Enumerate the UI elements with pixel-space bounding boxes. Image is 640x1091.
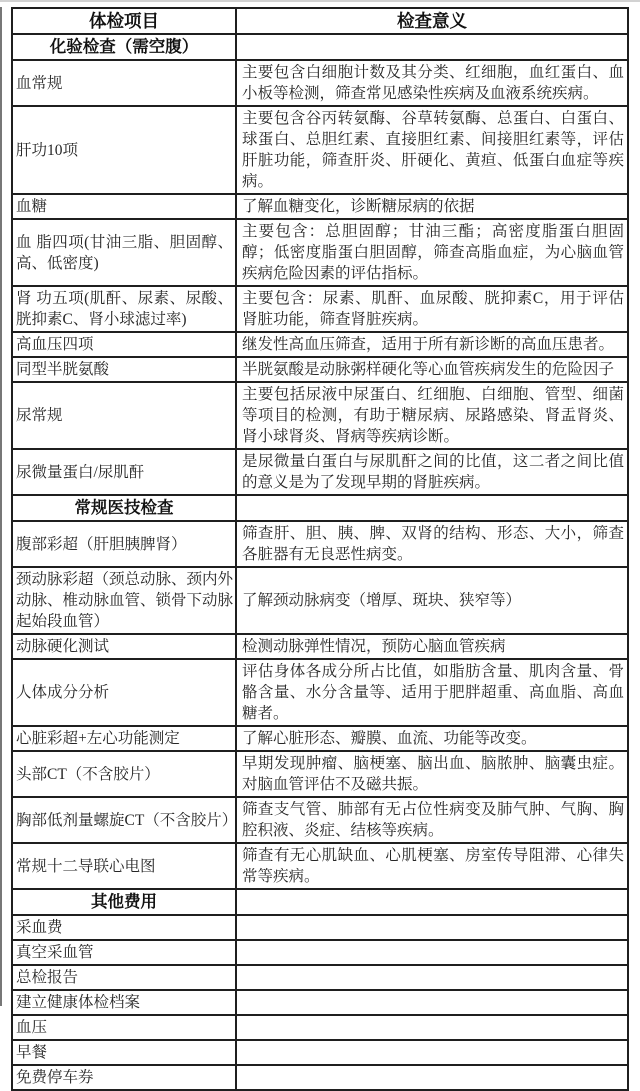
item-name-cell: 心脏彩超+左心功能测定 xyxy=(12,726,236,751)
item-meaning-cell: 早期发现肿瘤、脑梗塞、脑出血、脑脓肿、脑囊虫症。对脑血管评估不及磁共振。 xyxy=(236,751,628,797)
item-row xyxy=(12,797,628,843)
section-title-cell: 化验检查（需空腹） xyxy=(12,34,236,60)
item-name-cell: 同型半胱氨酸 xyxy=(12,357,236,382)
header-exam-meaning: 检查意义 xyxy=(236,8,628,34)
item-row xyxy=(12,332,628,357)
item-name-cell: 头部CT（不含胶片） xyxy=(12,751,236,797)
item-row xyxy=(12,567,628,634)
item-meaning-cell xyxy=(236,990,628,1015)
header-exam-items: 体检项目 xyxy=(12,8,236,34)
item-name-cell: 早餐 xyxy=(12,1040,236,1065)
section-empty-cell xyxy=(236,495,628,521)
item-meaning-cell: 评估身体各成分所占比值，如脂肪含量、肌肉含量、骨骼含量、水分含量等、适用于肥胖超重、高血脂、高血糖者。 xyxy=(236,659,628,726)
item-row xyxy=(12,915,628,940)
item-row xyxy=(12,990,628,1015)
item-meaning-cell: 半胱氨酸是动脉粥样硬化等心血管疾病发生的危险因子 xyxy=(236,357,628,382)
section-row xyxy=(12,34,628,60)
item-meaning-cell: 了解血糖变化，诊断糖尿病的依据 xyxy=(236,194,628,219)
item-row xyxy=(12,60,628,106)
item-row xyxy=(12,965,628,990)
item-row xyxy=(12,1015,628,1040)
item-name-cell: 尿微量蛋白/尿肌酐 xyxy=(12,449,236,495)
section-title-cell: 常规医技检查 xyxy=(12,495,236,521)
item-meaning-cell: 主要包含谷丙转氨酶、谷草转氨酶、总蛋白、白蛋白、球蛋白、总胆红素、直接胆红素、间接胆红素等，评估肝脏功能，筛查肝炎、肝硬化、黄疸、低蛋白血症等疾病。 xyxy=(236,106,628,194)
item-meaning-cell xyxy=(236,1065,628,1090)
item-row xyxy=(12,1065,628,1090)
item-row xyxy=(12,940,628,965)
item-name-cell: 尿常规 xyxy=(12,382,236,449)
section-row xyxy=(12,495,628,521)
item-name-cell: 肾 功五项(肌酐、尿素、尿酸、胱抑素C、肾小球滤过率) xyxy=(12,286,236,332)
item-meaning-cell: 了解颈动脉病变（增厚、斑块、狭窄等） xyxy=(236,567,628,634)
item-row xyxy=(12,449,628,495)
item-meaning-cell xyxy=(236,1040,628,1065)
item-name-cell: 血 脂四项(甘油三脂、胆固醇、高、低密度) xyxy=(12,219,236,286)
item-name-cell: 胸部低剂量螺旋CT（不含胶片） xyxy=(12,797,236,843)
section-empty-cell xyxy=(236,889,628,915)
item-name-cell: 腹部彩超（肝胆胰脾肾） xyxy=(12,521,236,567)
item-row xyxy=(12,726,628,751)
item-row xyxy=(12,357,628,382)
item-name-cell: 免费停车券 xyxy=(12,1065,236,1090)
item-meaning-cell xyxy=(236,1015,628,1040)
item-row xyxy=(12,634,628,659)
exam-items-table xyxy=(11,7,629,1091)
item-row xyxy=(12,843,628,889)
item-meaning-cell: 主要包括尿液中尿蛋白、红细胞、白细胞、管型、细菌等项目的检测，有助于糖尿病、尿路感染、肾盂肾炎、肾小球肾炎、肾病等疾病诊断。 xyxy=(236,382,628,449)
section-empty-cell xyxy=(236,34,628,60)
item-meaning-cell: 主要包含：尿素、肌酐、血尿酸、胱抑素C，用于评估肾脏功能，筛查肾脏疾病。 xyxy=(236,286,628,332)
item-name-cell: 血糖 xyxy=(12,194,236,219)
item-name-cell: 总检报告 xyxy=(12,965,236,990)
item-row xyxy=(12,1040,628,1065)
item-meaning-cell: 继发性高血压筛查，适用于所有新诊断的高血压患者。 xyxy=(236,332,628,357)
item-meaning-cell: 主要包含：总胆固醇；甘油三酯；高密度脂蛋白胆固醇；低密度脂蛋白胆固醇，筛查高脂血症，为心脑血管疾病危险因素的评估指标。 xyxy=(236,219,628,286)
table-body xyxy=(12,34,628,1090)
item-row xyxy=(12,521,628,567)
item-row xyxy=(12,286,628,332)
item-meaning-cell: 主要包含白细胞计数及其分类、红细胞，血红蛋白、血小板等检测，筛查常见感染性疾病及血液系统疾病。 xyxy=(236,60,628,106)
item-meaning-cell: 筛查肝、胆、胰、脾、双肾的结构、形态、大小，筛查各脏器有无良恶性病变。 xyxy=(236,521,628,567)
item-meaning-cell xyxy=(236,940,628,965)
table-header-row xyxy=(12,8,628,34)
item-row xyxy=(12,106,628,194)
item-meaning-cell xyxy=(236,915,628,940)
section-row xyxy=(12,889,628,915)
scan-artifact-top-edge xyxy=(0,0,640,2)
section-title-cell: 其他费用 xyxy=(12,889,236,915)
item-name-cell: 高血压四项 xyxy=(12,332,236,357)
item-row xyxy=(12,382,628,449)
item-meaning-cell: 筛查支气管、肺部有无占位性病变及肺气肿、气胸、胸腔积液、炎症、结核等疾病。 xyxy=(236,797,628,843)
item-meaning-cell: 检测动脉弹性情况，预防心脑血管疾病 xyxy=(236,634,628,659)
item-name-cell: 血常规 xyxy=(12,60,236,106)
item-name-cell: 人体成分分析 xyxy=(12,659,236,726)
item-meaning-cell: 是尿微量白蛋白与尿肌酐之间的比值，这二者之间比值的意义是为了发现早期的肾脏疾病。 xyxy=(236,449,628,495)
item-name-cell: 肝功10项 xyxy=(12,106,236,194)
item-name-cell: 动脉硬化测试 xyxy=(12,634,236,659)
item-meaning-cell xyxy=(236,965,628,990)
item-name-cell: 真空采血管 xyxy=(12,940,236,965)
item-name-cell: 颈动脉彩超（颈总动脉、颈内外动脉、椎动脉血管、锁骨下动脉起始段血管） xyxy=(12,567,236,634)
item-row xyxy=(12,194,628,219)
scan-artifact-left-edge xyxy=(0,7,2,1006)
item-row xyxy=(12,219,628,286)
item-name-cell: 建立健康体检档案 xyxy=(12,990,236,1015)
item-row xyxy=(12,751,628,797)
item-name-cell: 血压 xyxy=(12,1015,236,1040)
item-name-cell: 常规十二导联心电图 xyxy=(12,843,236,889)
item-name-cell: 采血费 xyxy=(12,915,236,940)
item-meaning-cell: 筛查有无心肌缺血、心肌梗塞、房室传导阻滞、心律失常等疾病。 xyxy=(236,843,628,889)
item-row xyxy=(12,659,628,726)
item-meaning-cell: 了解心脏形态、瓣膜、血流、功能等改变。 xyxy=(236,726,628,751)
